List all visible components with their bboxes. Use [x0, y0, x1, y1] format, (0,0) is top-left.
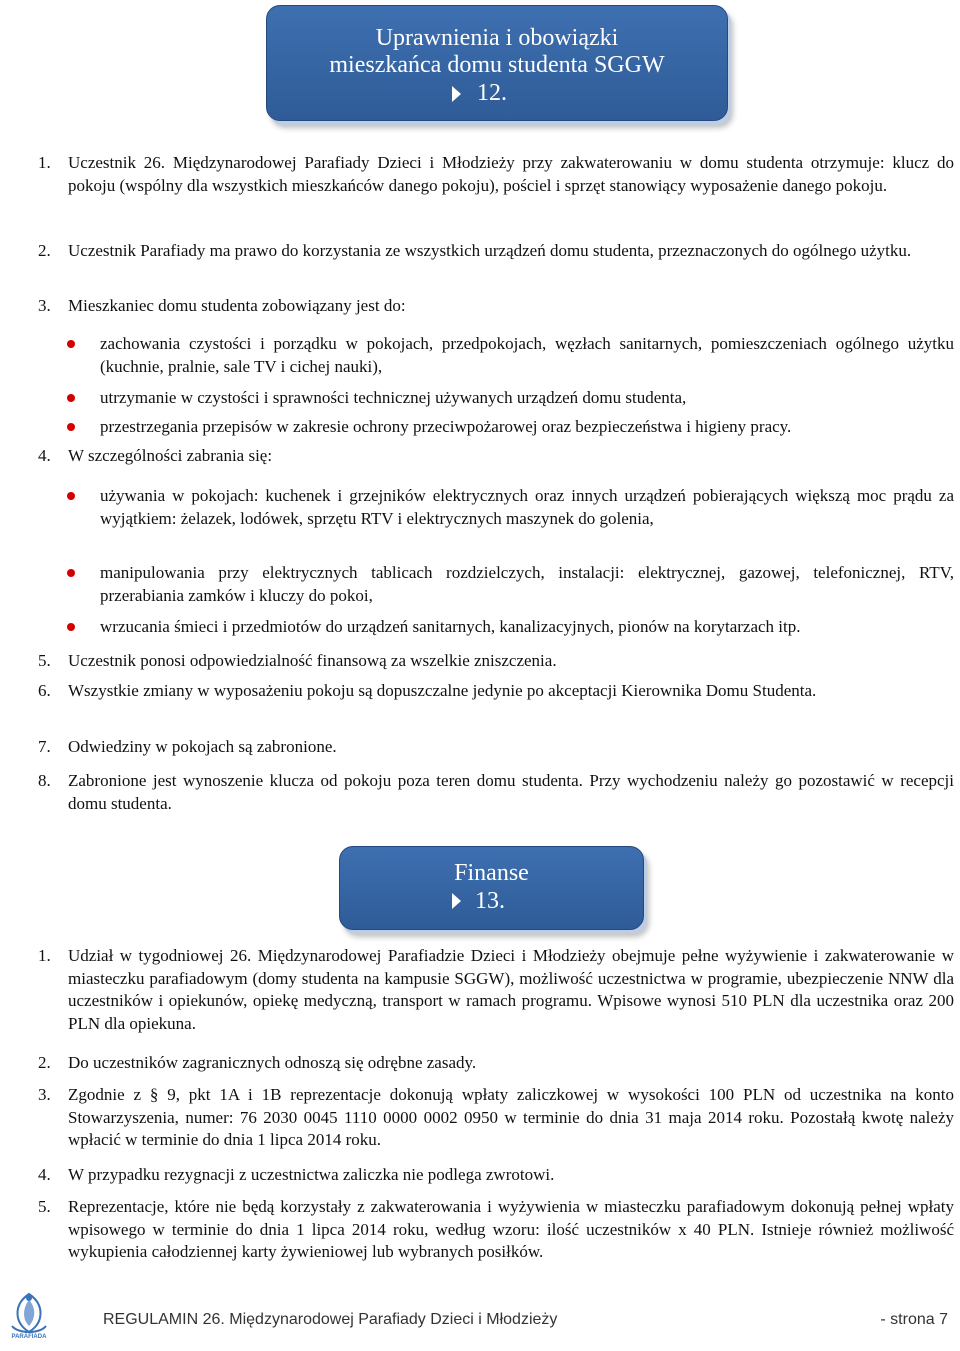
section-number: 13.	[475, 888, 505, 914]
arrow-right-icon	[452, 86, 461, 102]
list-item	[38, 770, 954, 816]
section-title-line2: mieszkańca domu studenta SGGW	[329, 52, 665, 78]
arrow-right-icon	[452, 893, 461, 909]
bullet-text: używania w pokojach: kuchenek i grzejników elektrycznych oraz innych urządzeń pobierających większą moc prądu za wyjątkiem: żelazek, lodówek, sprzętu RTV i elektrycznych maszynek do golenia,	[100, 486, 954, 528]
item-text: Zgodnie z § 9, pkt 1A i 1B reprezentacje dokonują wpłaty zaliczkowej w wysokości 100 PLN od uczestnika na konto Stowarzyszenia, numer: 76 2030 0045 1110 0000 0002 0950 w terminie do dnia 31 maja 2014 roku. Pozostałą kwotę należy wpłacić w terminie do dnia 1 lipca 2014 roku.	[68, 1085, 954, 1149]
item-number: 7.	[38, 737, 51, 756]
section-banner-finance	[339, 846, 644, 930]
list-item	[38, 1084, 954, 1152]
item-text: Uczestnik 26. Międzynarodowej Parafiady Dzieci i Młodzieży przy zakwaterowaniu w domu studenta otrzymuje: klucz do pokoju (wspólny dla wszystkich mieszkańców danego pokoju), pościel i sprzęt stanowiący wyposażenie danego pokoju.	[68, 153, 954, 195]
item-text: Uczestnik ponosi odpowiedzialność finansową za wszelkie zniszczenia.	[68, 651, 557, 670]
item-number: 4.	[38, 446, 51, 465]
bullet-text: wrzucania śmieci i przedmiotów do urządzeń sanitarnych, kanalizacyjnych, pionów na korytarzach itp.	[100, 617, 801, 636]
bullet-item	[67, 416, 954, 439]
item-text: Wszystkie zmiany w wyposażeniu pokoju są dopuszczalne jedynie po akceptacji Kierownika Domu Studenta.	[68, 681, 817, 700]
list-item	[38, 445, 954, 468]
list-item	[38, 680, 954, 726]
list-item	[38, 240, 954, 286]
item-text: Zabronione jest wynoszenie klucza od pokoju poza teren domu studenta. Przy wychodzeniu należy go pozostawić w recepcji domu studenta.	[68, 771, 954, 813]
section-title-line1: Uprawnienia i obowiązki	[375, 25, 619, 51]
section-title: Finanse	[454, 860, 529, 886]
bullet-icon	[67, 569, 75, 577]
item-number: 3.	[38, 296, 51, 315]
list-item	[38, 152, 954, 220]
bullet-icon	[67, 423, 75, 431]
item-number: 4.	[38, 1165, 51, 1184]
item-text: Do uczestników zagranicznych odnoszą się odrębne zasady.	[68, 1053, 477, 1072]
bullet-text: manipulowania przy elektrycznych tablicach rozdzielczych, instalacji: elektrycznej, gazowej, telefonicznej, RTV, przerabiania zamków i kluczy do pokoi,	[100, 563, 954, 605]
item-number: 3.	[38, 1085, 51, 1104]
bullet-text: utrzymanie w czystości i sprawności technicznej używanych urządzeń domu studenta,	[100, 388, 687, 407]
bullet-icon	[67, 340, 75, 348]
parafiada-logo	[6, 1290, 52, 1346]
bullet-icon	[67, 492, 75, 500]
item-text: W przypadku rezygnacji z uczestnictwa zaliczka nie podlega zwrotowi.	[68, 1165, 555, 1184]
item-text: Mieszkaniec domu studenta zobowiązany jest do:	[68, 296, 406, 315]
page-number: - strona 7	[880, 1311, 948, 1328]
list-item	[38, 736, 954, 759]
bullet-icon	[67, 394, 75, 402]
item-number: 6.	[38, 681, 51, 700]
item-text: Odwiedziny w pokojach są zabronione.	[68, 737, 337, 756]
item-number: 5.	[38, 1197, 51, 1216]
section-number: 12.	[477, 80, 507, 106]
item-number: 1.	[38, 946, 51, 965]
item-text: Udział w tygodniowej 26. Międzynarodowej Parafiadzie Dzieci i Młodzieży obejmuje pełne wyżywienie i zakwaterowanie w miasteczku parafiadowym (domy studenta na kampusie SGGW), możliwość uczestnictwa w programie, ubezpieczenie NNW dla uczestników i opiekunów, opiekę medyczną, transport w ramach programu. Wpisowe wynosi 510 PLN dla uczestnika oraz 200 PLN dla opiekuna.	[68, 946, 954, 1033]
list-item	[38, 1164, 954, 1187]
item-number: 1.	[38, 153, 51, 172]
list-item	[38, 1052, 954, 1075]
item-text: Uczestnik Parafiady ma prawo do korzystania ze wszystkich urządzeń domu studenta, przeznaczonych do ogólnego użytku.	[68, 241, 912, 260]
list-item	[38, 945, 954, 1035]
bullet-text: przestrzegania przepisów w zakresie ochrony przeciwpożarowej oraz bezpieczeństwa i higieny pracy.	[100, 417, 792, 436]
bullet-item	[67, 333, 954, 379]
bullet-icon	[67, 623, 75, 631]
list-item	[38, 650, 954, 673]
bullet-item	[67, 616, 954, 639]
bullet-item	[67, 485, 954, 553]
footer-title: REGULAMIN 26. Międzynarodowej Parafiady Dzieci i Młodzieży	[103, 1311, 558, 1328]
item-number: 2.	[38, 241, 51, 260]
list-item	[38, 295, 954, 318]
bullet-item	[67, 387, 954, 410]
item-text: W szczególności zabrania się:	[68, 446, 273, 465]
logo-text: PARAFIADA	[11, 1334, 47, 1340]
item-number: 8.	[38, 771, 51, 790]
bullet-text: zachowania czystości i porządku w pokojach, przedpokojach, węzłach sanitarnych, pomieszczeniach ogólnego użytku (kuchnie, pralnie, sale TV i cichej nauki),	[100, 334, 954, 376]
item-number: 5.	[38, 651, 51, 670]
section-banner-rights	[266, 5, 728, 121]
item-text: Reprezentacje, które nie będą korzystały z zakwaterowania i wyżywienia w miasteczku parafiadowym dokonują pełnej wpłaty wpisowego w terminie do dnia 1 lipca 2014 roku, według wzoru: ilość uczestników x 40 PLN. Istnieje również możliwość wykupienia całodziennej karty żywieniowej lub wybranych posiłków.	[68, 1197, 954, 1261]
bullet-item	[67, 562, 954, 608]
list-item	[38, 1196, 954, 1288]
item-number: 2.	[38, 1053, 51, 1072]
